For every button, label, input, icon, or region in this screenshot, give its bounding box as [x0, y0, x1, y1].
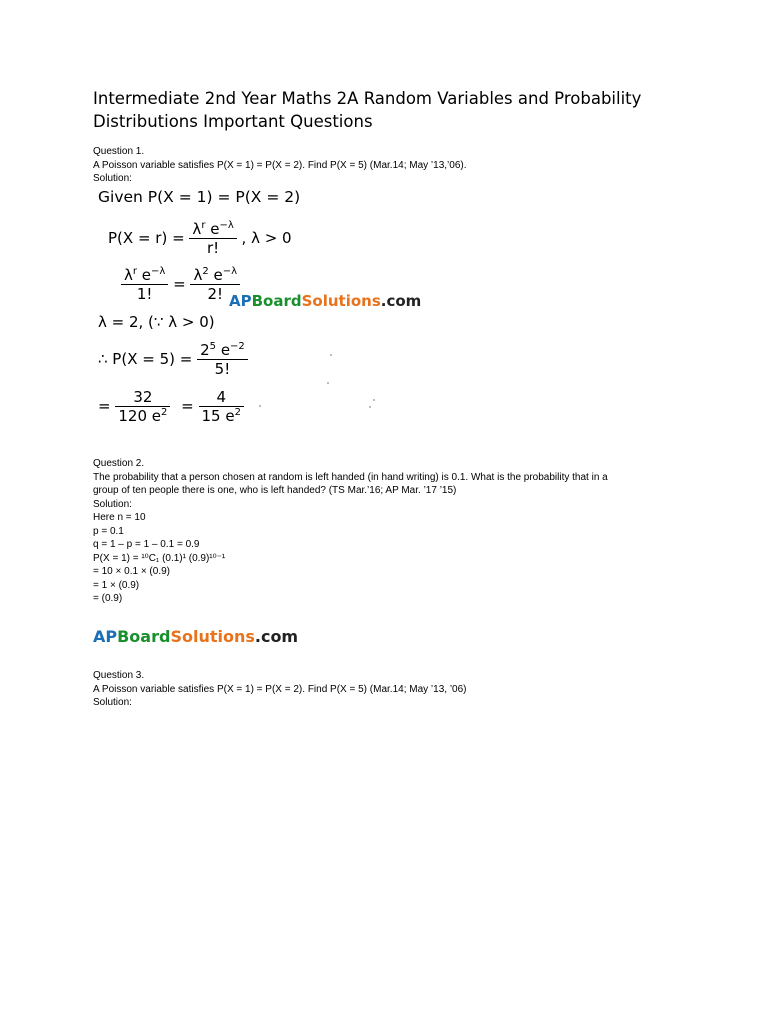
p5-fraction: $\frac{2^5 e^{-2}}{5!}$ — [197, 341, 248, 378]
question-2-step: = 10 × 0.1 × (0.9) — [93, 566, 170, 577]
question-2-step: q = 1 – p = 1 – 0.1 = 0.9 — [93, 539, 200, 550]
question-2-step: = (0.9) — [93, 593, 123, 604]
equation-line: $\frac{\lambda^r e^{-\lambda}}{1!}$ = $\frac{\lambda^2 e^{-\lambda}}{2!}$ — [121, 266, 240, 303]
question-2-step: P(X = 1) = ¹⁰C₁ (0.1)¹ (0.9)¹⁰⁻¹ — [93, 552, 226, 564]
question-3 — [93, 669, 683, 710]
lambda-line: λ = 2, (∵ λ > 0) — [98, 313, 215, 331]
question-1-solution-label: Solution: — [93, 173, 132, 184]
title-line-1: Intermediate 2nd Year Maths 2A Random Variables and Probability — [93, 89, 642, 108]
final-fraction-1: $\frac{32}{120 e^2}$ — [115, 388, 170, 425]
watermark-logo: APBoardSolutions.com — [229, 292, 422, 310]
pmf-fraction: $\frac{\lambda^r e^{-\lambda}}{r!}$ — [189, 220, 236, 257]
question-3-heading: Question 3. — [93, 670, 145, 681]
equation-right-fraction: $\frac{\lambda^2 e^{-\lambda}}{2!}$ — [190, 266, 240, 303]
question-2-heading: Question 2. — [93, 458, 145, 469]
final-fraction-2: $\frac{4}{15 e^2}$ — [199, 388, 244, 425]
question-2-step: p = 0.1 — [93, 525, 124, 537]
page-title — [93, 87, 693, 133]
site-logo: APBoardSolutions.com — [93, 627, 299, 646]
given-line: Given P(X = 1) = P(X = 2) — [98, 188, 301, 206]
question-1 — [93, 145, 683, 186]
title-line-2: Distributions Important Questions — [93, 112, 373, 131]
question-1-heading: Question 1. — [93, 146, 145, 157]
p5-line: ∴ P(X = 5) = $\frac{2^5 e^{-2}}{5!}$ — [98, 341, 248, 378]
question-3-solution-label: Solution: — [93, 697, 132, 708]
equation-left-fraction: $\frac{\lambda^r e^{-\lambda}}{1!}$ — [121, 266, 168, 303]
question-3-text: A Poisson variable satisfies P(X = 1) = P(X = 2). Find P(X = 5) (Mar.14; May ’13, ’06) — [93, 683, 467, 695]
final-line: = $\frac{32}{120 e^2}$ = $\frac{4}{15 e^2}$ — [98, 388, 244, 425]
question-2-solution-label: Solution: — [93, 498, 132, 510]
question-1-text: A Poisson variable satisfies P(X = 1) = P(X = 2). Find P(X = 5) (Mar.14; May ’13,’06). — [93, 159, 467, 171]
question-1-solution-image — [93, 186, 413, 436]
question-2-step: Here n = 10 — [93, 512, 146, 523]
question-2-text-line-1: The probability that a person chosen at random is left handed (in hand writing) is 0.1. What is the probability that in a — [93, 471, 608, 483]
question-2 — [93, 457, 693, 606]
question-2-text-line-2: group of ten people there is one, who is left handed? (TS Mar.’16; AP Mar. ’17 ’15) — [93, 485, 457, 496]
question-2-step: = 1 × (0.9) — [93, 579, 140, 591]
pmf-line: P(X = r) = $\frac{\lambda^r e^{-\lambda}}{r!}$ , λ > 0 — [108, 220, 292, 257]
